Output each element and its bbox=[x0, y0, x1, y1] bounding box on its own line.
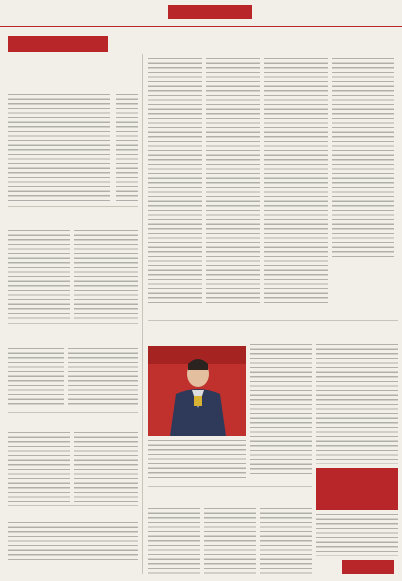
section-banner bbox=[8, 36, 108, 52]
divider bbox=[8, 323, 138, 324]
page-header bbox=[0, 0, 402, 27]
article-text bbox=[116, 94, 138, 202]
worker-photo bbox=[148, 346, 246, 436]
divider bbox=[8, 505, 138, 506]
article-text bbox=[8, 230, 70, 320]
divider bbox=[8, 412, 138, 413]
article-text bbox=[204, 508, 256, 574]
article-text bbox=[68, 348, 138, 408]
article-text bbox=[148, 508, 200, 574]
article-text bbox=[148, 440, 246, 480]
news-story-tag bbox=[342, 560, 394, 574]
article-text bbox=[332, 58, 394, 258]
article-text bbox=[8, 94, 110, 202]
article-text bbox=[206, 58, 260, 306]
article-text bbox=[250, 344, 312, 474]
masthead bbox=[168, 5, 252, 19]
article-text bbox=[264, 58, 328, 306]
article-text bbox=[316, 344, 398, 464]
article-text bbox=[74, 432, 138, 502]
article-text bbox=[260, 508, 312, 574]
slogan-ad bbox=[316, 468, 398, 510]
divider bbox=[8, 206, 138, 207]
article-text bbox=[74, 230, 138, 320]
article-text bbox=[316, 514, 398, 556]
article-text bbox=[148, 58, 202, 306]
article-text bbox=[8, 348, 64, 408]
column-divider bbox=[142, 54, 143, 574]
divider bbox=[148, 320, 398, 321]
article-text bbox=[8, 432, 70, 502]
divider bbox=[148, 486, 312, 487]
article-text bbox=[8, 522, 138, 562]
